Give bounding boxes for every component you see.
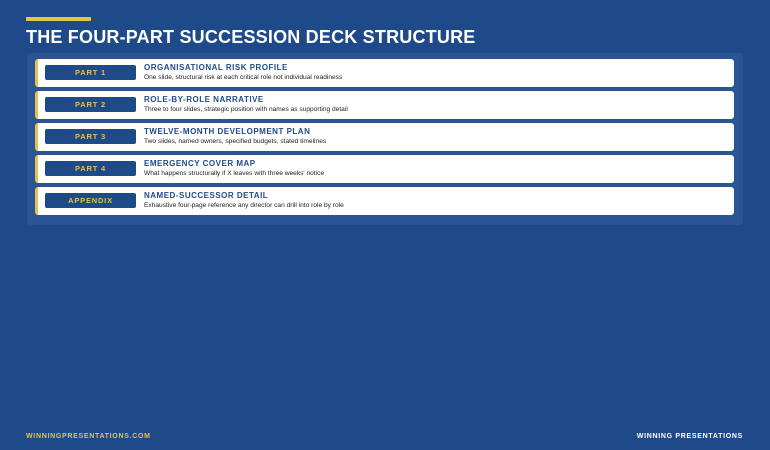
- row-title: ROLE-BY-ROLE NARRATIVE: [144, 95, 264, 104]
- part-badge: PART 1: [45, 65, 136, 80]
- row-title: NAMED-SUCCESSOR DETAIL: [144, 191, 269, 200]
- row-description: Two slides, named owners, specified budgets, stated timelines: [144, 138, 327, 145]
- row-description: Exhaustive four-page reference any director can drill into role by role: [144, 202, 344, 209]
- row-description: What happens structurally if X leaves with three weeks' notice: [144, 170, 325, 177]
- structure-row-appendix: [35, 187, 734, 215]
- row-title: TWELVE-MONTH DEVELOPMENT PLAN: [144, 127, 311, 136]
- structure-panel: [27, 53, 743, 225]
- part-badge: PART 3: [45, 129, 136, 144]
- row-description: One slide, structural risk at each critical role not individual readiness: [144, 74, 343, 81]
- row-title: EMERGENCY COVER MAP: [144, 159, 256, 168]
- row-description: Three to four slides, strategic position with names as supporting detail: [144, 106, 348, 113]
- part-badge: PART 4: [45, 161, 136, 176]
- structure-row-part-2: [35, 91, 734, 119]
- title-accent-bar: [26, 17, 91, 21]
- page-title: THE FOUR-PART SUCCESSION DECK STRUCTURE: [26, 27, 476, 47]
- structure-row-part-4: [35, 155, 734, 183]
- structure-row-part-3: [35, 123, 734, 151]
- footer-website: WINNINGPRESENTATIONS.COM: [26, 433, 151, 440]
- part-badge: PART 2: [45, 97, 136, 112]
- appendix-badge: APPENDIX: [45, 193, 136, 208]
- footer-brand: WINNING PRESENTATIONS: [636, 433, 743, 440]
- row-title: ORGANISATIONAL RISK PROFILE: [144, 63, 288, 72]
- structure-row-part-1: [35, 59, 734, 87]
